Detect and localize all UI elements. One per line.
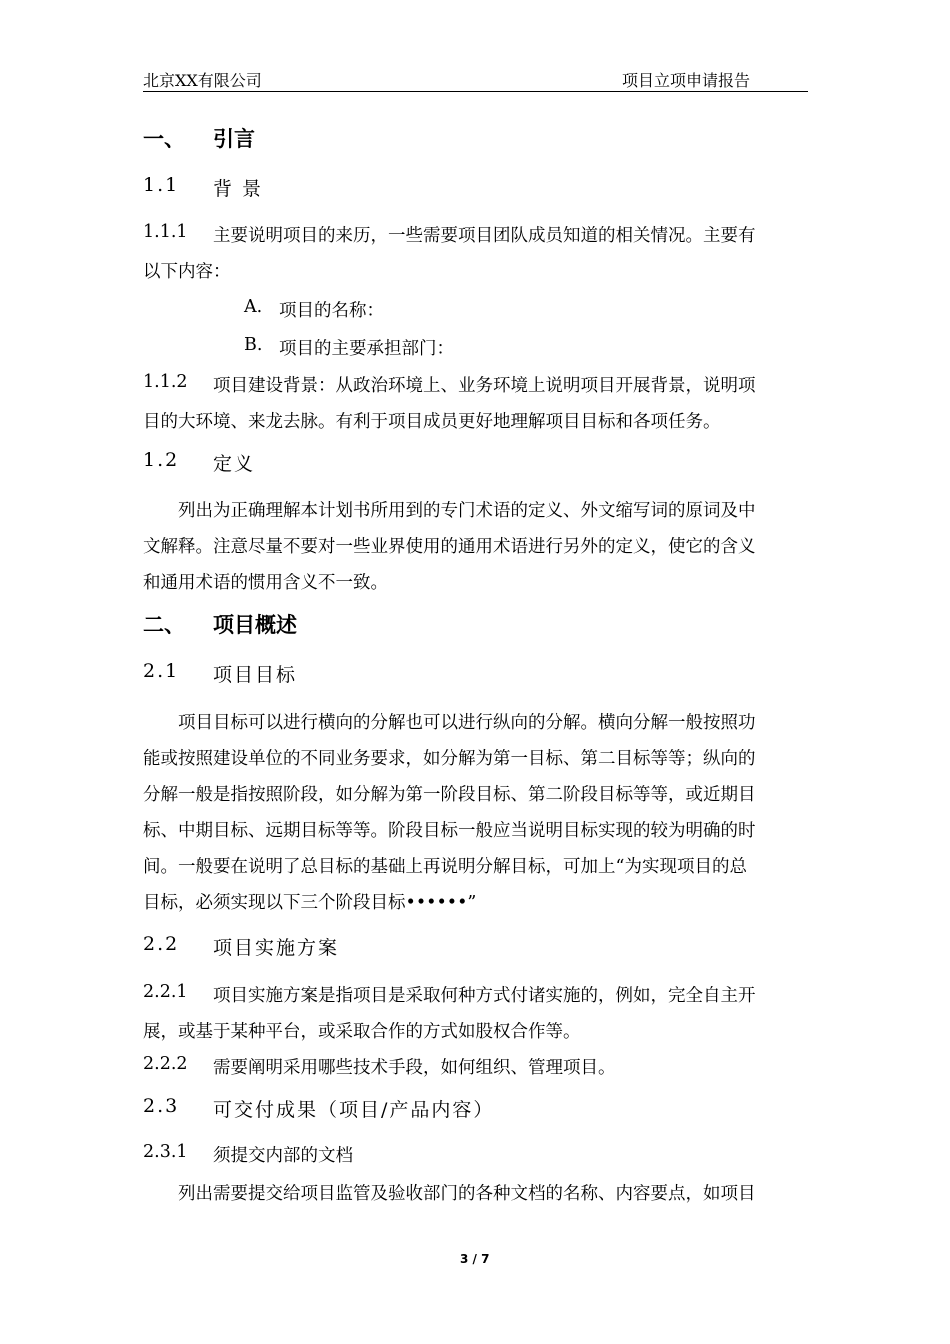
- header-company: 北京XX有限公司: [143, 71, 262, 90]
- list-item-a: 项目的名称：: [279, 301, 384, 321]
- header-doc-title: 项目立项申请报告: [622, 71, 751, 90]
- header-rule: [143, 91, 808, 92]
- section-2-1-title: 项目目标: [213, 664, 298, 686]
- section-1-1-1-line2: 以下内容：: [143, 262, 231, 282]
- definition-para-line1: 列出为正确理解本计划书所用到的专门术语的定义、外文缩写词的原词及中: [178, 501, 756, 521]
- section-2-2-1-line2: 展，或基于某种平台，或采取合作的方式如股权合作等。: [143, 1022, 581, 1042]
- deliverables-para-line1: 列出需要提交给项目监管及验收部门的各种文档的名称、内容要点，如项目: [178, 1184, 756, 1204]
- goal-para-line4: 标、中期目标、远期目标等等。阶段目标一般应当说明目标实现的较为明确的时: [143, 821, 756, 841]
- list-item-b: 项目的主要承担部门：: [279, 339, 454, 359]
- section-2-title: 项目概述: [213, 613, 297, 637]
- goal-para-line1: 项目目标可以进行横向的分解也可以进行纵向的分解。横向分解一般按照功: [178, 713, 756, 733]
- section-1-1-title: 背 景: [213, 178, 264, 200]
- section-2-3-title: 可交付成果（项目/产品内容）: [213, 1099, 495, 1121]
- section-2-3-1-title: 须提交内部的文档: [213, 1146, 353, 1166]
- goal-para-line6: 目标，必须实现以下三个阶段目标••••••”: [143, 893, 477, 913]
- section-2-3-1-number: 2.3.1: [143, 1142, 188, 1162]
- definition-para-line3: 和通用术语的惯用含义不一致。: [143, 573, 388, 593]
- list-marker-b: B.: [244, 335, 263, 355]
- section-2-2-title: 项目实施方案: [213, 937, 340, 959]
- section-1-title: 引言: [213, 127, 255, 151]
- section-2-2-2-number: 2.2.2: [143, 1054, 188, 1074]
- section-2-1-number: 2.1: [143, 660, 180, 682]
- section-2-2-2-line1: 需要阐明采用哪些技术手段，如何组织、管理项目。: [213, 1058, 616, 1078]
- goal-para-line3: 分解一般是指按照阶段，如分解为第一阶段目标、第二阶段目标等等，或近期目: [143, 785, 756, 805]
- section-1-1-2-line1: 项目建设背景：从政治环境上、业务环境上说明项目开展背景，说明项: [213, 376, 756, 396]
- definition-para-line2: 文解释。注意尽量不要对一些业界使用的通用术语进行另外的定义，使它的含义: [143, 537, 756, 557]
- section-2-2-number: 2.2: [143, 933, 180, 955]
- section-1-number: 一、: [143, 127, 185, 151]
- section-2-2-1-number: 2.2.1: [143, 982, 188, 1002]
- section-2-2-1-line1: 项目实施方案是指项目是采取何种方式付诸实施的，例如，完全自主开: [213, 986, 756, 1006]
- section-1-1-number: 1.1: [143, 174, 180, 196]
- section-2-number: 二、: [143, 613, 185, 637]
- section-1-1-1-number: 1.1.1: [143, 222, 188, 242]
- section-1-2-number: 1.2: [143, 449, 180, 471]
- goal-para-line5: 间。一般要在说明了总目标的基础上再说明分解目标，可加上“为实现项目的总: [143, 857, 747, 877]
- list-marker-a: A.: [244, 297, 263, 317]
- section-1-1-2-line2: 目的大环境、来龙去脉。有利于项目成员更好地理解项目目标和各项任务。: [143, 412, 721, 432]
- section-1-1-2-number: 1.1.2: [143, 372, 188, 392]
- section-2-3-number: 2.3: [143, 1095, 180, 1117]
- section-1-1-1-line1: 主要说明项目的来历，一些需要项目团队成员知道的相关情况。主要有: [213, 226, 756, 246]
- goal-para-line2: 能或按照建设单位的不同业务要求，如分解为第一目标、第二目标等等；纵向的: [143, 749, 756, 769]
- section-1-2-title: 定义: [213, 453, 256, 475]
- page-number: 3 / 7: [460, 1252, 490, 1266]
